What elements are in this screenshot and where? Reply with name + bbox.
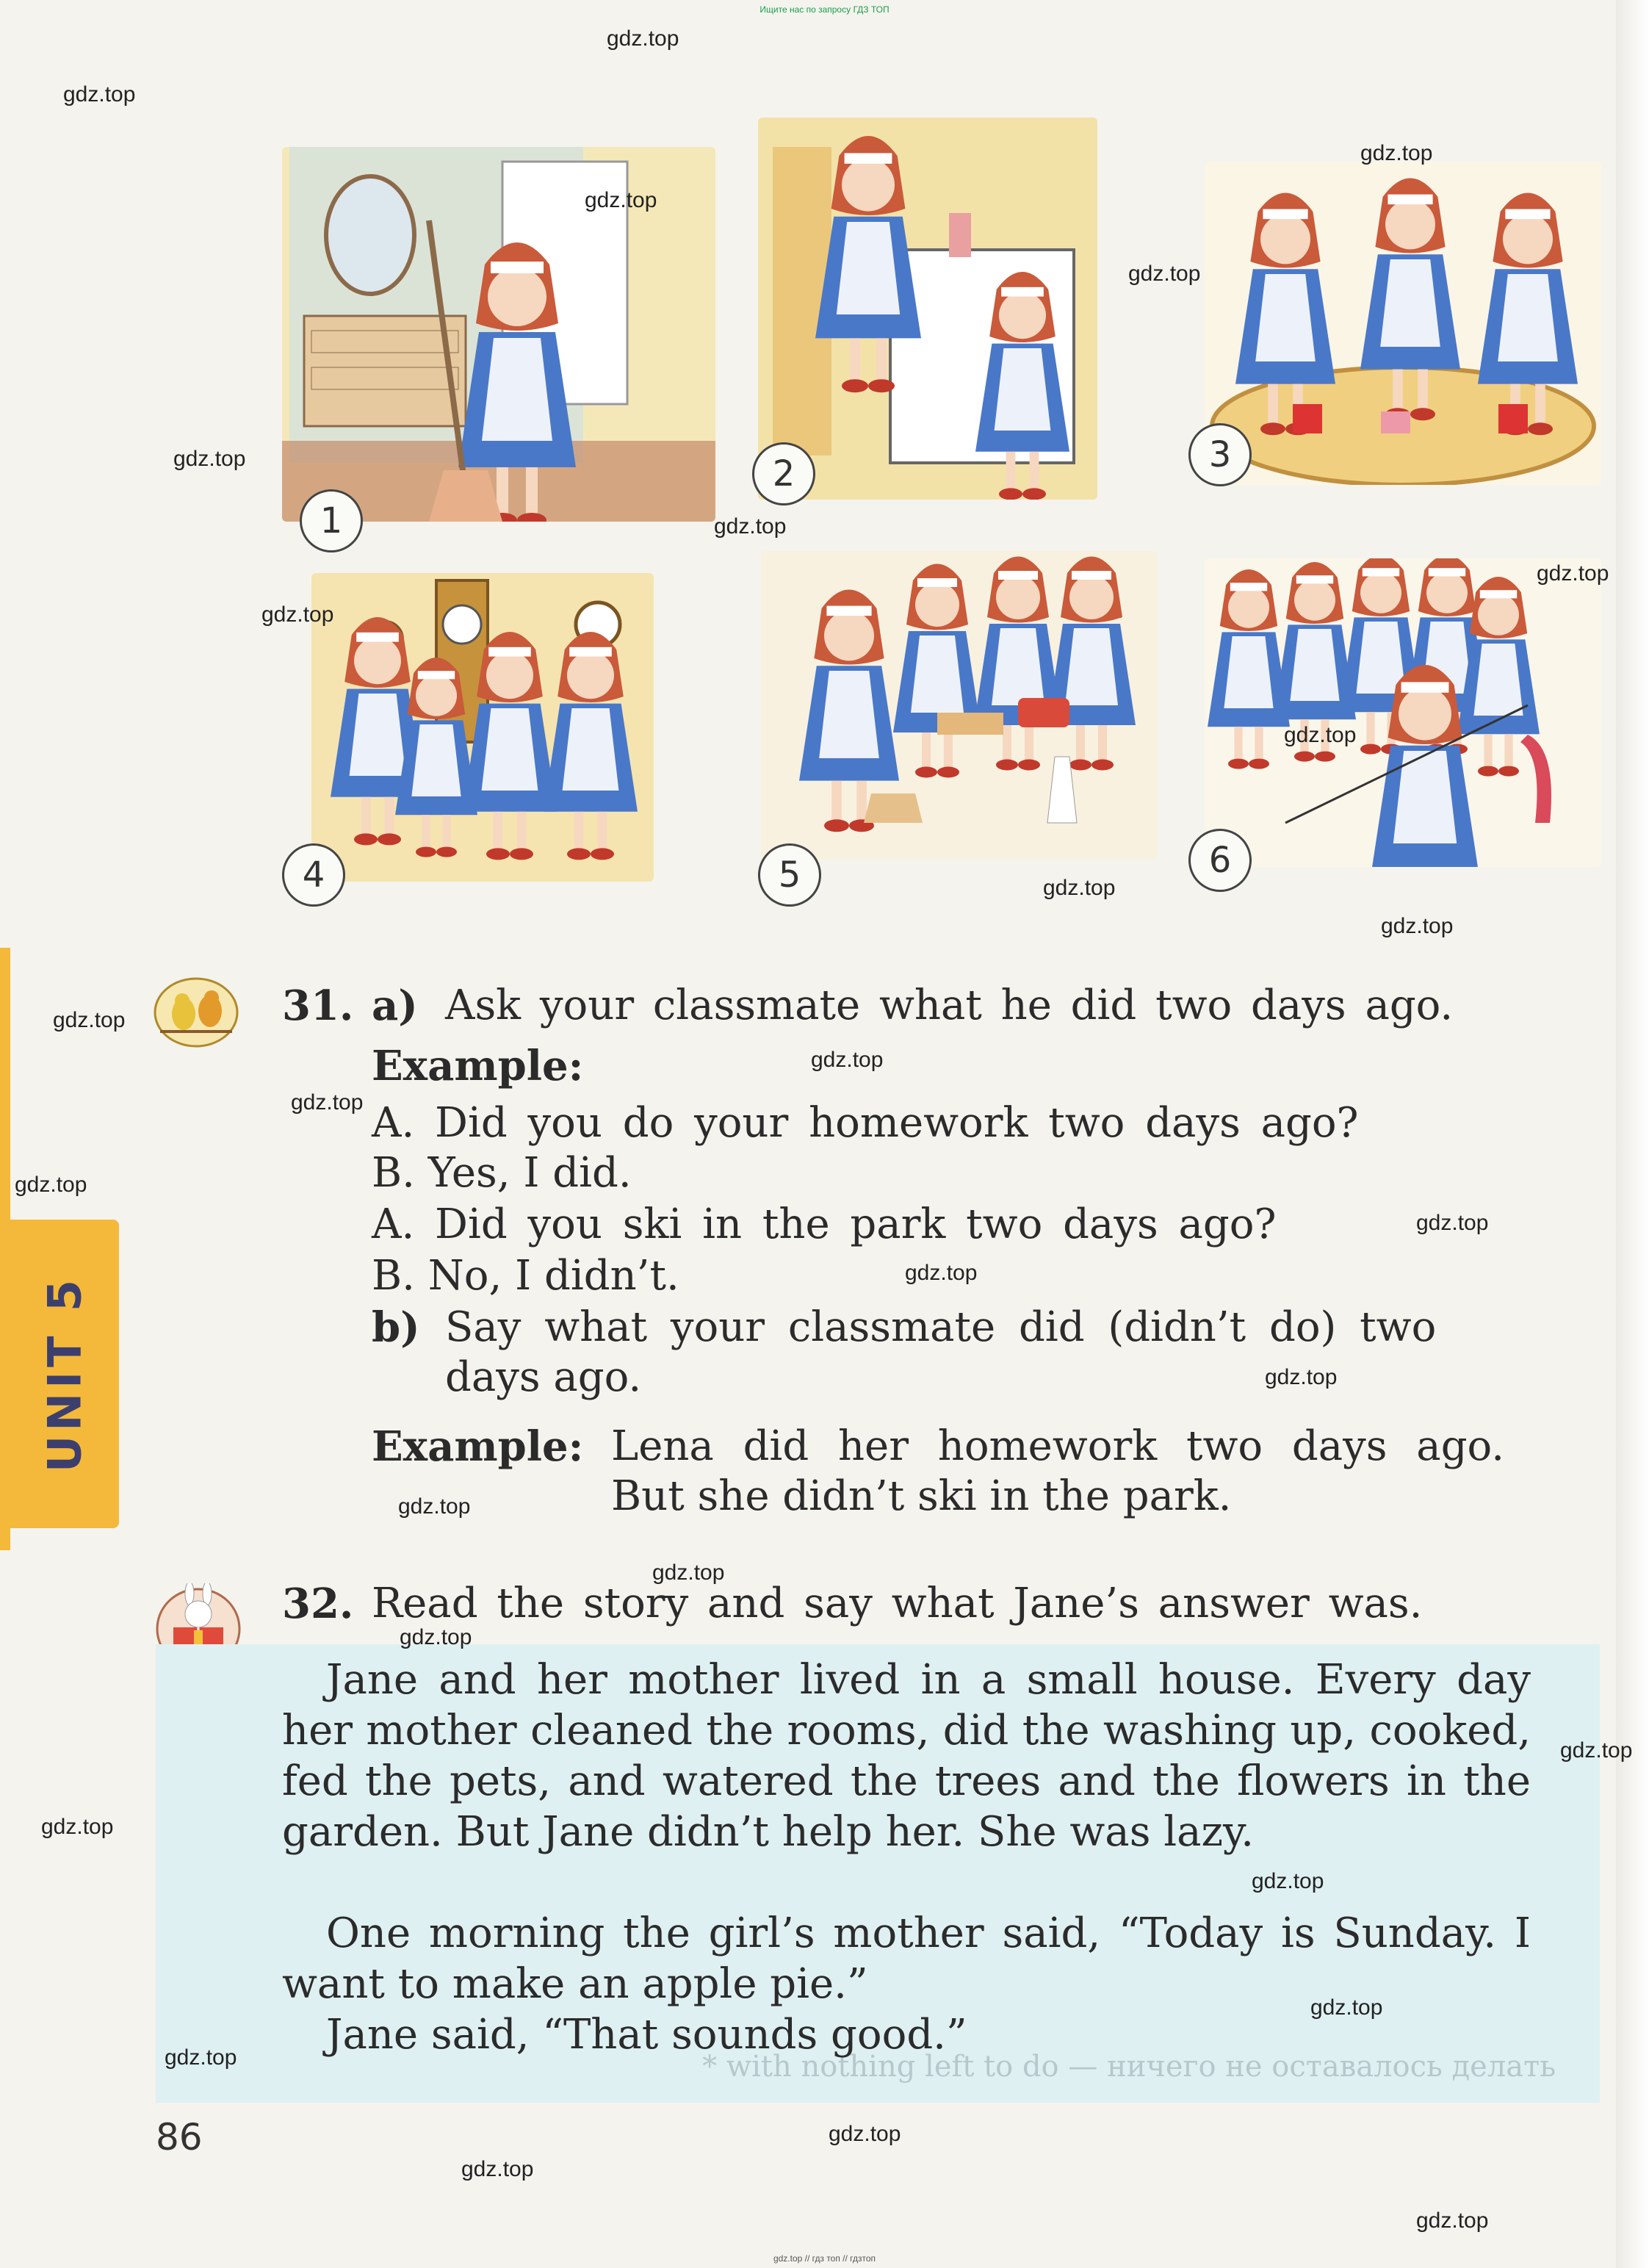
watermark: gdz.top [1265,1365,1338,1389]
picture-number-2: 2 [752,442,815,505]
example-2-line-1: Lena did her homework two days ago. [611,1422,1505,1470]
watermark: gdz.top [1537,561,1609,586]
watermark: gdz.top [165,2045,237,2070]
girls-washing-socks-icon [1205,162,1601,485]
dialogue-line-1: A. Did you do your homework two days ago? [372,1099,1359,1147]
picture-6 [1205,558,1601,867]
picture-4 [311,573,654,882]
story-paragraph-3: Jane said, “That sounds good.” [326,2011,967,2059]
watermark: gdz.top [291,1090,364,1115]
watermark: gdz.top [811,1048,884,1072]
watermark: gdz.top [53,1008,126,1032]
watermark: gdz.top [1381,914,1454,938]
watermark: gdz.top [1416,2208,1489,2233]
story-paragraph-1: Jane and her mother lived in a small house. Every day her mother cleaned the rooms, did the washing up, cooked, fed the pets, and watered the trees and the flowers in the garden. But Jane didn’t help her. She was lazy. [282,1656,1531,1856]
exercise-31-b-text-1: Say what your classmate did (didn’t do) two [445,1303,1437,1351]
picture-number-3: 3 [1188,423,1252,486]
birds-icon [153,968,239,1049]
picture-number-1: 1 [300,489,363,552]
girls-cooking-dinner-icon [761,551,1158,860]
watermark: gdz.top [63,82,136,107]
exercise-31-a-label: a) [372,982,418,1030]
exercise-32-number: 32. [282,1580,354,1628]
watermark: gdz.top [585,188,657,212]
watermark: gdz.top [15,1173,87,1197]
picture-3 [1205,162,1601,485]
watermark: gdz.top [1560,1738,1633,1763]
exercise-32-text: Read the story and say what Jane’s answer was. [372,1580,1423,1627]
watermark: gdz.top [905,1261,978,1285]
picture-5 [761,551,1158,860]
exercise-31-b-text-2: days ago. [445,1353,642,1401]
page-number: 86 [156,2116,203,2159]
girls-cleaning-cupboard-icon [758,118,1097,500]
watermark: gdz.top [607,26,679,51]
watermark: gdz.top [652,1560,725,1585]
example-2-label: Example: [372,1422,584,1471]
watermark: gdz.top [400,1625,472,1649]
watermark: gdz.top [714,514,787,539]
unit-tab [10,1220,119,1528]
exercise-31-b-label: b) [372,1303,420,1352]
watermark: gdz.top [173,447,246,471]
bottom-note: gdz.top // гдз топ // гдзтоп [773,2253,876,2264]
watermark: gdz.top [829,2122,901,2146]
watermark: gdz.top [1284,723,1357,747]
exercise-31-a-text: Ask your classmate what he did two days ago. [445,982,1454,1029]
story-paragraph-2: One morning the girl’s mother said, “Today is Sunday. I want to make an apple pie.” [282,1909,1531,2008]
watermark: gdz.top [1310,1995,1383,2020]
watermark: gdz.top [1416,1211,1489,1235]
example-2-line-2: But she didn’t ski in the park. [611,1472,1232,1520]
watermark: gdz.top [1252,1869,1324,1893]
girls-winding-clocks-icon [311,573,654,882]
top-note: Ищите нас по запросу ГДЗ ТОП [759,4,890,15]
watermark: gdz.top [461,2157,534,2181]
page-edge [1616,0,1649,2268]
dialogue-line-4: B. No, I didn’t. [372,1252,679,1300]
watermark: gdz.top [1360,141,1433,165]
watermark: gdz.top [41,1815,114,1839]
picture-2 [758,118,1097,500]
picture-number-6: 6 [1188,829,1252,892]
unit-label: UNIT 5 [37,1275,92,1473]
girls-resting-at-table-icon [1205,558,1601,867]
dialogue-line-3: A. Did you ski in the park two days ago? [372,1200,1277,1248]
watermark: gdz.top [398,1494,471,1519]
bleed-through-text: * with nothing left to do — ничего не оставалось делать [702,2050,1556,2084]
exercise-31-number: 31. [282,982,354,1030]
picture-number-5: 5 [758,843,821,907]
picture-number-4: 4 [282,843,345,907]
dialogue-line-2: B. Yes, I did. [372,1149,632,1197]
watermark: gdz.top [1043,876,1116,900]
unit-stripe [0,948,10,1550]
watermark: gdz.top [1128,262,1201,286]
watermark: gdz.top [261,602,334,627]
example-label: Example: [372,1042,584,1090]
